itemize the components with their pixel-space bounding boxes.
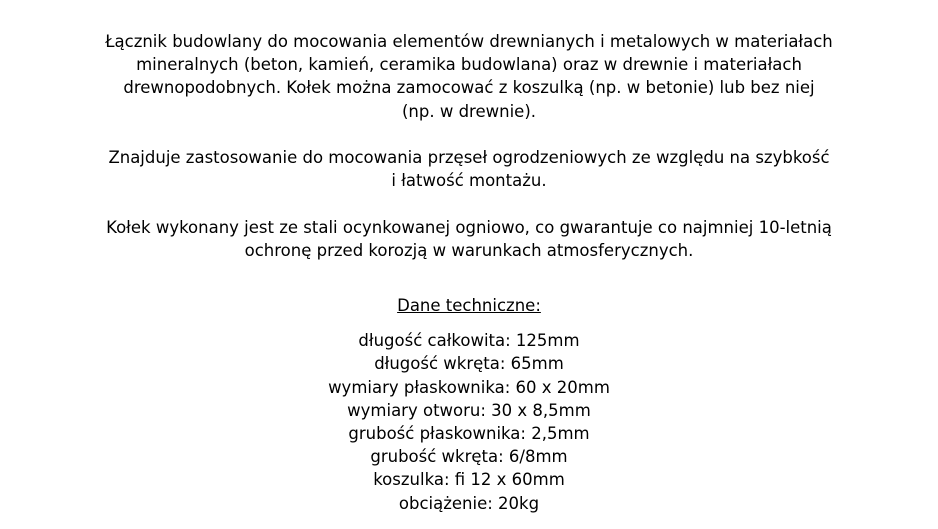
paragraph-line: Łącznik budowlany do mocowania elementów drewnianych i metalowych w materiałach — [105, 32, 833, 51]
paragraph-line: drewnopodobnych. Kołek można zamocować z koszulką (np. w betonie) lub bez niej — [123, 78, 815, 98]
spec-hole-dimensions: wymiary otworu: 30 x 8,5mm — [347, 400, 591, 420]
description-paragraph-1 — [0, 30, 938, 123]
spec-screw-length: długość wkręta: 65mm — [374, 354, 564, 374]
spec-total-length: długość całkowita: 125mm — [358, 331, 580, 351]
paragraph-line: (np. w drewnie). — [401, 101, 536, 121]
technical-data-section — [0, 294, 938, 515]
spec-screw-thickness: grubość wkręta: 6/8mm — [370, 447, 568, 467]
description-section — [0, 30, 938, 262]
spec-flat-bar-dimensions: wymiary płaskownika: 60 x 20mm — [328, 377, 610, 397]
paragraph-line: ochronę przed korozją w warunkach atmosferycznych. — [244, 240, 694, 260]
paragraph-line: i łatwość montażu. — [391, 171, 547, 191]
paragraph-line: Znajduje zastosowanie do mocowania przęseł ogrodzeniowych ze względu na szybkość — [108, 148, 830, 167]
paragraph-line: Kołek wykonany jest ze stali ocynkowanej ogniowo, co gwarantuje co najmniej 10-letnią — [106, 217, 832, 237]
technical-data-title: Dane techniczne: — [397, 296, 541, 315]
spec-flat-bar-thickness: grubość płaskownika: 2,5mm — [348, 424, 590, 444]
paragraph-line: mineralnych (beton, kamień, ceramika budowlana) oraz w drewnie i materiałach — [136, 55, 802, 75]
description-paragraph-2 — [0, 146, 938, 192]
spec-list — [0, 329, 938, 515]
description-paragraph-3 — [0, 216, 938, 262]
spec-load: obciążenie: 20kg — [398, 493, 540, 513]
spec-sleeve: koszulka: fi 12 x 60mm — [373, 470, 565, 490]
